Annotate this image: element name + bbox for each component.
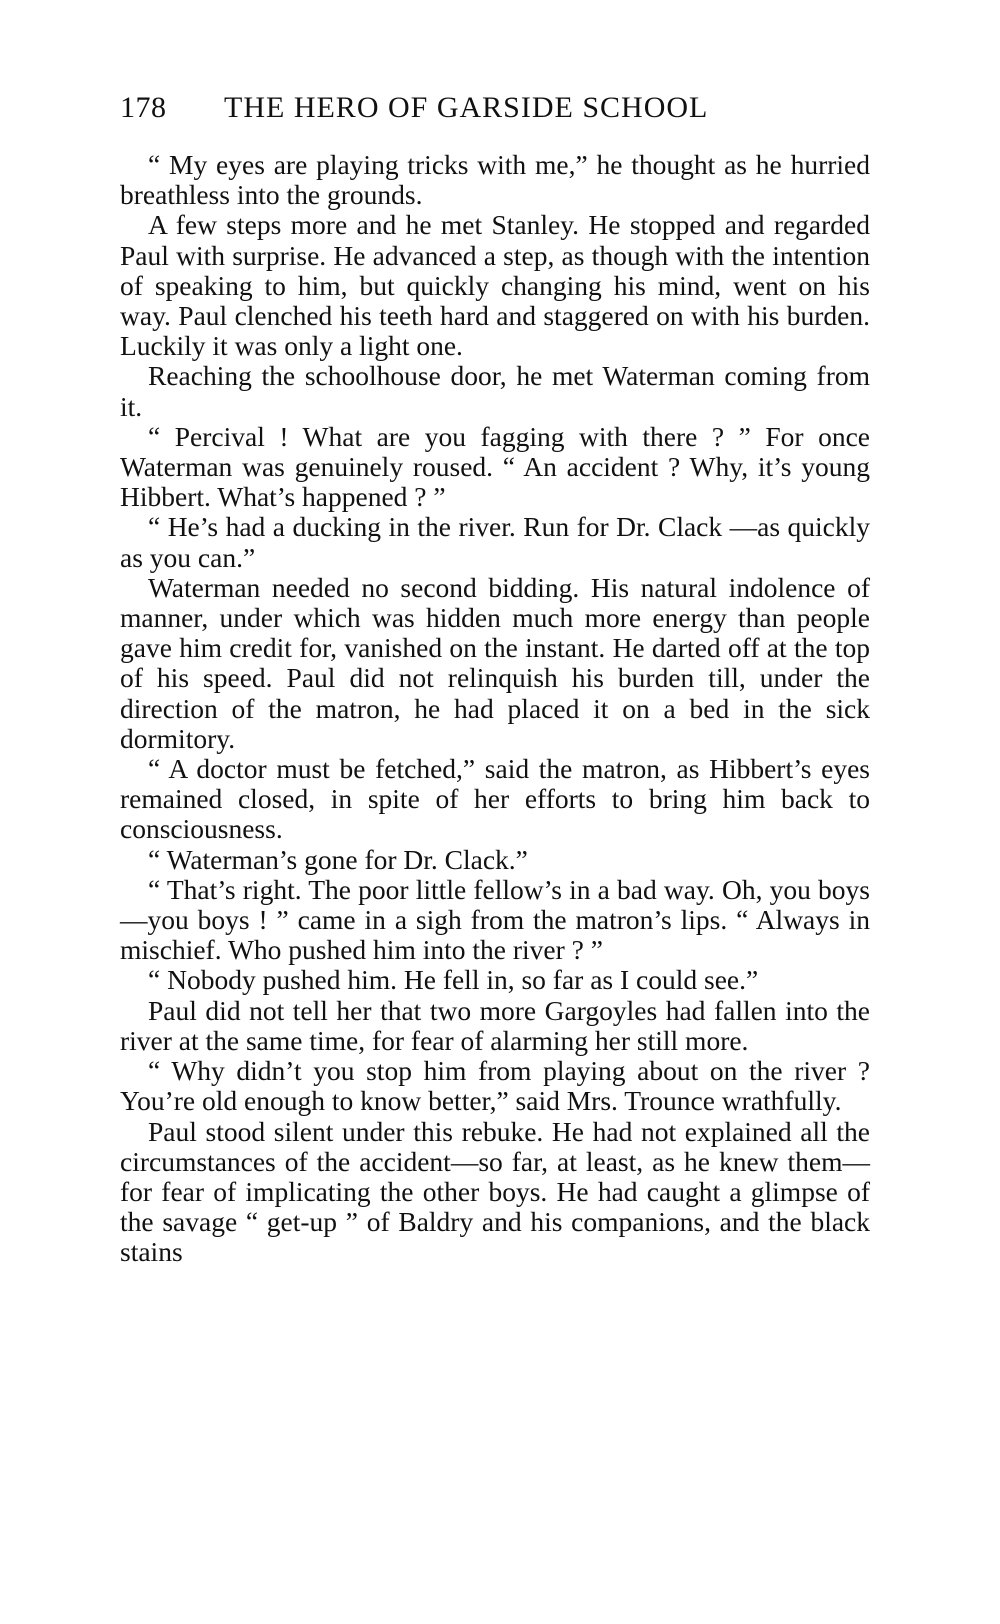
paragraph: “ A doctor must be fetched,” said the matron, as Hibbert’s eyes remained closed, in spite of her efforts to bring him back to consciousness. [120, 753, 870, 845]
paragraph: A few steps more and he met Stanley. He stopped and regarded Paul with surprise. He advanced a step, as though with the intention of speaking to him, but quickly changing his mind, went on his way. Paul clenched his teeth hard and staggered on with his burden. Luckily it was only a light one. [120, 209, 870, 362]
paragraph: “ He’s had a ducking in the river. Run for Dr. Clack —as quickly as you can.” [120, 511, 870, 573]
running-title: THE HERO OF GARSIDE SCHOOL [224, 91, 709, 124]
paragraph: Waterman needed no second bidding. His natural indolence of manner, under which was hidden much more energy than people gave him credit for, vanished on the instant. He darted off at the top of his speed. Paul did not relinquish his burden till, under the direction of the matron, he had placed it on a bed in the sick dormitory. [120, 571, 870, 754]
paragraph: Paul did not tell her that two more Gargoyles had fallen into the river at the same time, for fear of alarming her still more. [120, 994, 870, 1056]
paragraph: “ My eyes are playing tricks with me,” he thought as he hurried breathless into the grounds. [120, 149, 870, 211]
paragraph: Reaching the schoolhouse door, he met Waterman coming from it. [120, 360, 870, 422]
paragraph: “ Nobody pushed him. He fell in, so far as I could see.” [148, 964, 759, 996]
paragraph: “ Percival ! What are you fagging with there ? ” For once Waterman was genuinely roused. “ An accident ? Why, it’s young Hibbert. What’s happened ? ” [120, 420, 870, 513]
page-number: 178 [120, 91, 167, 124]
paragraph: “ Waterman’s gone for Dr. Clack.” [148, 843, 528, 875]
body-text [120, 150, 870, 1268]
paragraph: “ That’s right. The poor little fellow’s in a bad way. Oh, you boys—you boys ! ” came in a sigh from the matron’s lips. “ Always in mischief. Who pushed him into the river ? ” [120, 873, 870, 966]
paragraph: “ Why didn’t you stop him from playing about on the river ? You’re old enough to know better,” said Mrs. Trounce wrathfully. [120, 1055, 870, 1117]
paragraph: Paul stood silent under this rebuke. He had not explained all the circumstances of the accident—so far, at least, as he knew them—for fear of implicating the other boys. He had caught a glimpse of the savage “ get-up ” of Baldry and his companions, and the black stains [120, 1115, 870, 1268]
running-head [120, 88, 880, 128]
